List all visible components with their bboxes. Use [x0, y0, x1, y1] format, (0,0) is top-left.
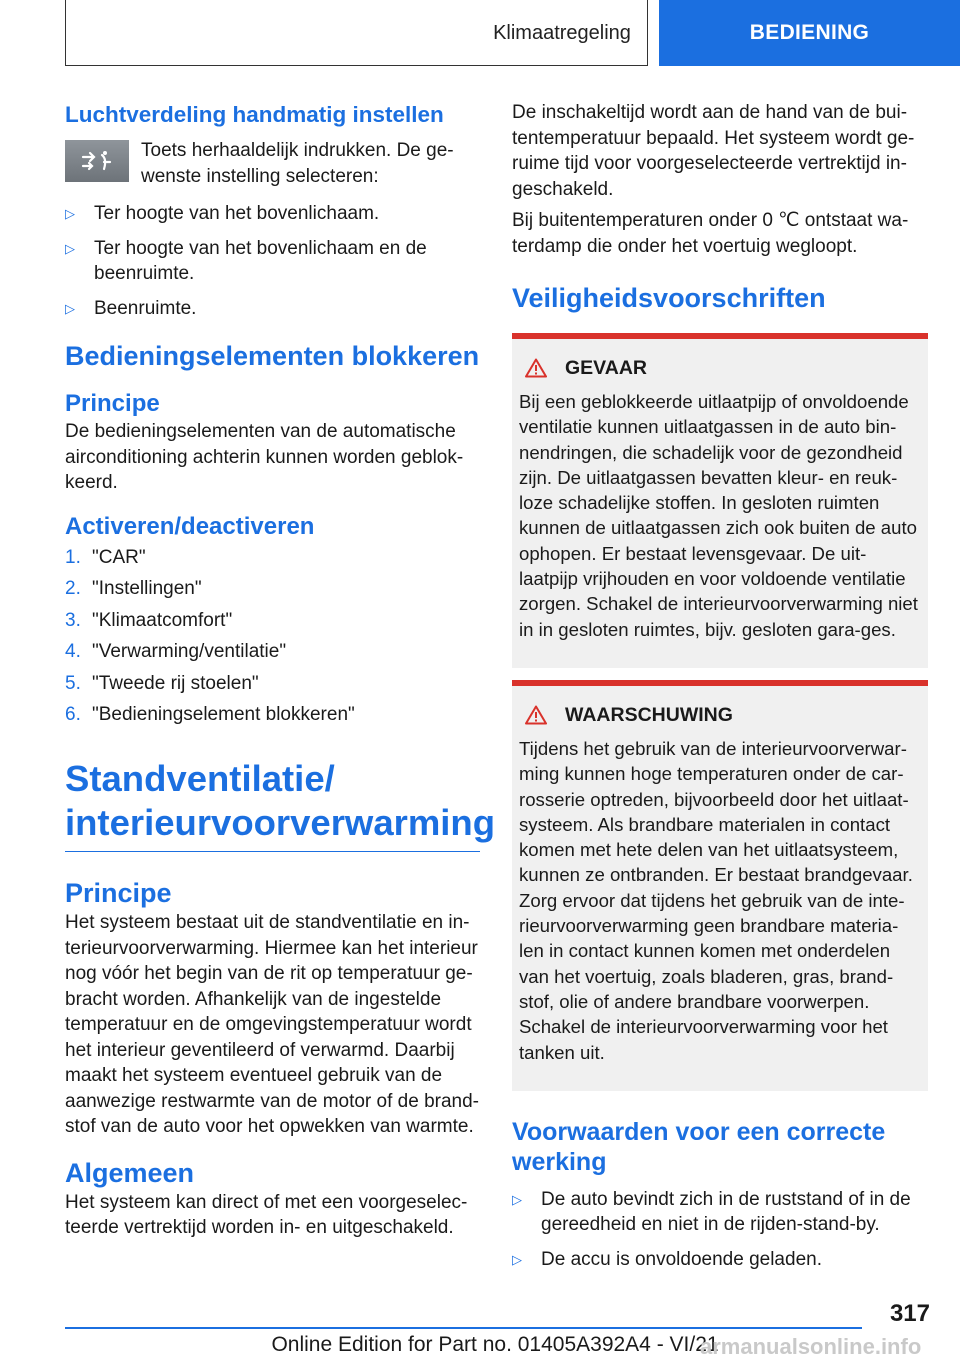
- heading-principe-2: Principe: [65, 878, 172, 908]
- heading-block-controls: Bedieningselementen blokkeren: [65, 341, 480, 371]
- list-item: ▷ Ter hoogte van het bovenlichaam en de beenruimte.: [65, 236, 480, 287]
- heading-air-distribution: Luchtverdeling handmatig instellen: [65, 102, 444, 127]
- left-column: [65, 100, 496, 1241]
- chapter-tab[interactable]: BEDIENING: [659, 0, 960, 66]
- warning-triangle-icon: [525, 358, 547, 378]
- heading-conditions: Voorwaarden voor een correcte werking: [512, 1117, 886, 1176]
- footer-rule: [65, 1327, 862, 1329]
- list-item: 3. "Klimaatcomfort": [65, 609, 233, 631]
- warning-triangle-icon: [525, 705, 547, 725]
- triangle-bullet-icon: ▷: [65, 240, 75, 256]
- footer-edition: Online Edition for Part no. 01405A392A4 - VI/21: [271, 1333, 719, 1356]
- danger-text: Bij een geblokkeerde uitlaatpijp of onvoldoende ventilatie kunnen uitlaatgassen in de auto bin-nendringen, die schadelijk voor de gezondheid zijn. De uitlaatgassen bevatten kleur- en reuk-loze schadelijke stoffen. In gesloten ruimten kunnen de uitlaatgassen zich ook buiten de auto ophopen. Er bestaat levensgevaar. De uit-laatpijp vrijhouden en voor voldoende ventilatie zorgen. Schakel de interieurvoorverwarming niet in in gesloten ruimtes, bijv. gesloten gara-ges.: [519, 391, 918, 640]
- triangle-bullet-icon: ▷: [512, 1251, 522, 1267]
- watermark: armanualsonline.info: [700, 1334, 922, 1359]
- heading-algemeen: Algemeen: [65, 1157, 195, 1188]
- list-item: 2. "Instellingen": [65, 578, 202, 599]
- heading-rule: [65, 851, 480, 853]
- list-item: ▷ De auto bevindt zich in de ruststand of in de gereedheid en niet in de rijden-stand-by.: [512, 1187, 928, 1238]
- heading-principe: Principe: [65, 390, 160, 417]
- key-instruction-text: Toets herhaaldelijk indrukken. De ge-wenste instelling selecteren:: [141, 140, 454, 187]
- key-instruction: [65, 138, 480, 189]
- algemeen-text: Het systeem kan direct of met een voorgeselec-teerde vertrektijd worden in- en uitgeschakeld.: [65, 1191, 468, 1238]
- warning-title: WAARSCHUWING: [525, 702, 921, 728]
- principe-2-text: Het systeem bestaat uit de standventilatie en in-terieurvoorverwarming. Hiermee kan het interieur nog vóór het begin van de rit op temperatuur ge-bracht worden. Afhankelijk van de ingestelde temperatuur en de omgevingstemperatuur wordt het interieur geventileerd of verwarmd. Daarbij maakt het systeem eventueel gebruik van de aanwezige restwarmte van de motor of de brand-stof van de auto voor het opwekken van warmte.: [65, 912, 479, 1137]
- list-item: ▷ De accu is onvoldoende geladen.: [512, 1247, 928, 1273]
- air-options-list: [65, 201, 480, 321]
- triangle-bullet-icon: ▷: [65, 300, 75, 316]
- list-item: 4. "Verwarming/ventilatie": [65, 641, 287, 662]
- list-item: 6. "Bedieningselement blokkeren": [65, 704, 355, 725]
- principe-text: De bedieningselementen van de automatische airconditioning achterin kunnen worden geblok-keerd.: [65, 421, 464, 493]
- right-column: [512, 100, 928, 1272]
- danger-box: [512, 333, 928, 668]
- list-item: 5. "Tweede rij stoelen": [65, 672, 259, 694]
- page-number: 317: [889, 1300, 930, 1327]
- list-item: ▷ Beenruimte.: [65, 296, 480, 322]
- triangle-bullet-icon: ▷: [65, 206, 75, 221]
- conditions-list: [512, 1187, 928, 1273]
- list-item: ▷ Ter hoogte van het bovenlichaam.: [65, 201, 480, 227]
- air-distribution-button-icon: [65, 140, 129, 182]
- intro-paragraph-2: Bij buitentemperaturen onder 0 ℃ ontstaat wa-terdamp die onder het voertuig wegloopt.: [512, 210, 909, 257]
- list-item: 1. "CAR": [65, 546, 146, 568]
- section-title: Klimaatregeling: [493, 21, 631, 44]
- danger-title: GEVAAR: [525, 355, 921, 381]
- warning-box: [512, 680, 928, 1091]
- intro-paragraph-1: De inschakeltijd wordt aan de hand van de bui-tentemperatuur bepaald. Het systeem wordt ge-ruime tijd voor voorgeselecteerde vertrektijd in-geschakeld.: [512, 102, 915, 200]
- steps-list: [65, 542, 480, 731]
- heading-activate: Activeren/deactiveren: [65, 512, 315, 540]
- warning-text: Tijdens het gebruik van de interieurvoorverwar-ming kunnen hoge temperaturen onder de car-rosserie optreden, bijvoorbeeld door het uitlaat-systeem. Als brandbare materialen in contact komen met hete delen van het uitlaatsysteem, kunnen ze ontbranden. Er bestaat brandgevaar. Zorg ervoor dat tijdens het gebruik van de inte-rieurvoorverwarming geen brandbare materia-len in contact kunnen komen met onderdelen van het voertuig, zoals bladeren, gras, brand-stof, olie of andere brandbare voorwerpen. Schakel de interieurvoorverwarming voor het tanken uit.: [519, 737, 913, 1063]
- heading-safety: Veiligheidsvoorschriften: [512, 283, 826, 313]
- heading-standventilatie: Standventilatie/ interieurvoorverwarming: [65, 757, 496, 843]
- triangle-bullet-icon: ▷: [512, 1191, 522, 1207]
